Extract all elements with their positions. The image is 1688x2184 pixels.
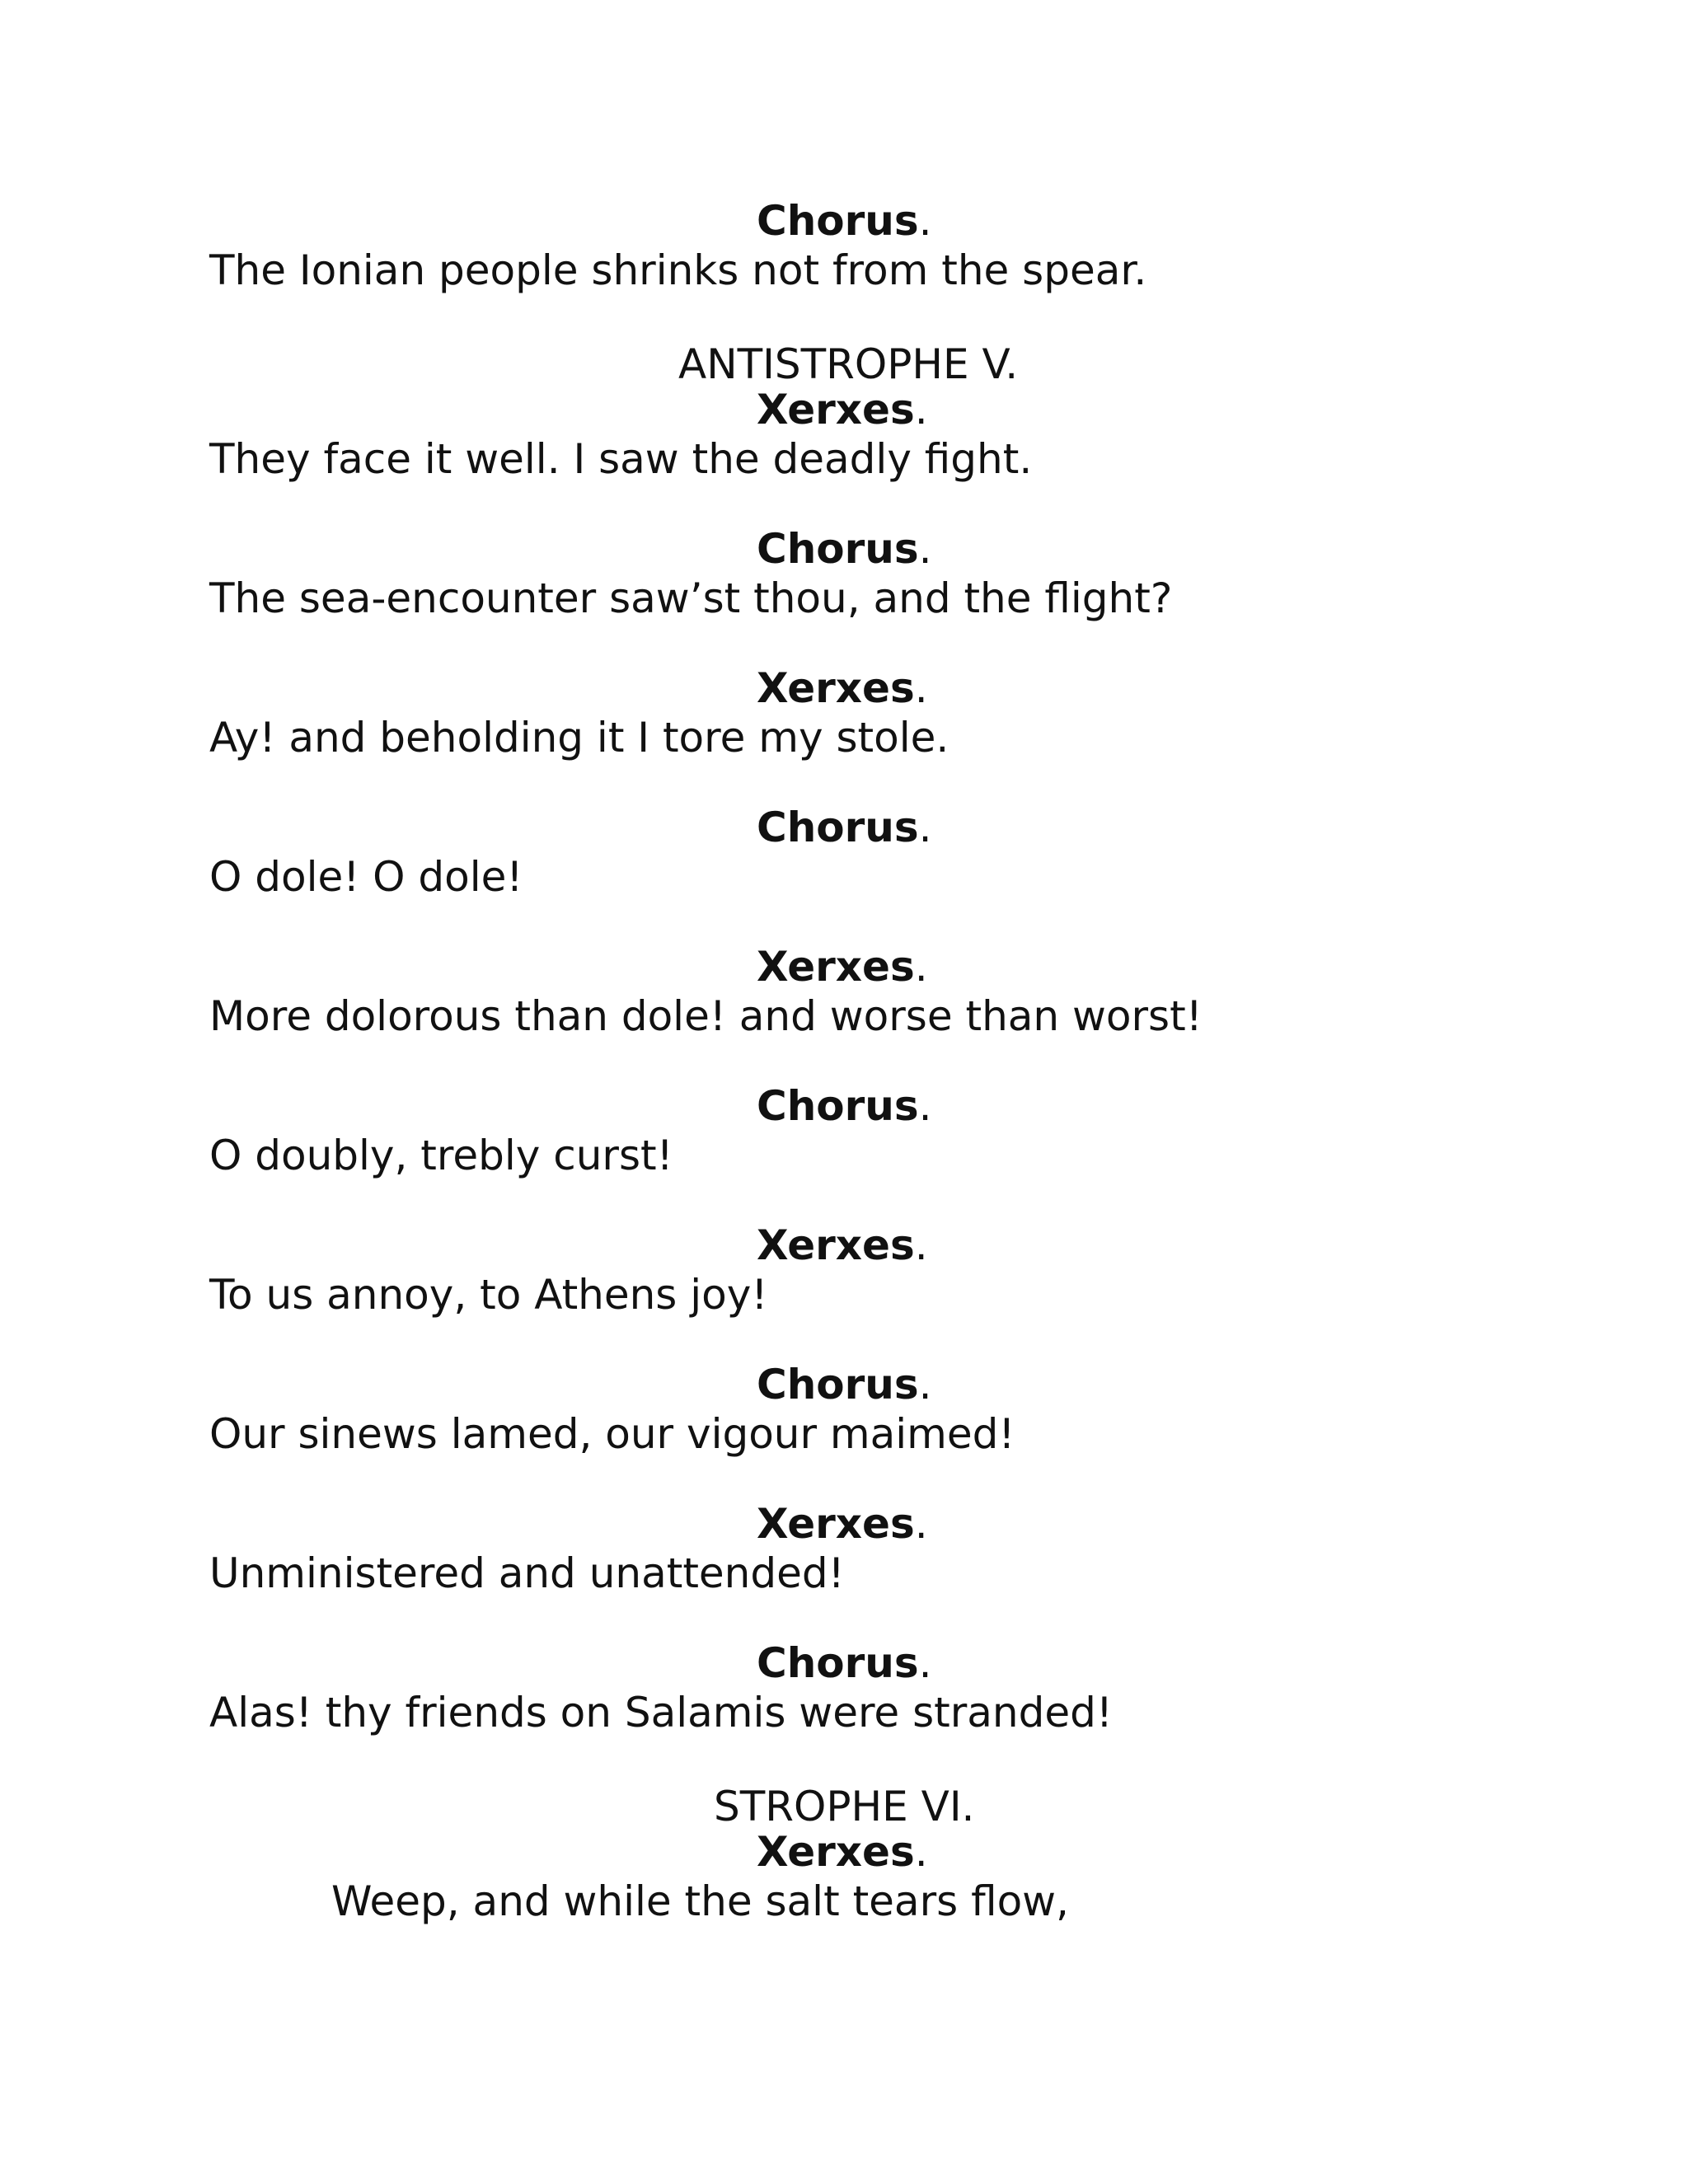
section-heading: ANTISTROPHE V. — [678, 340, 1019, 388]
speaker-label: Chorus. — [757, 1639, 932, 1687]
speaker-label: Chorus. — [757, 525, 932, 573]
speech-line: More dolorous than dole! and worse than worst! — [209, 992, 1203, 1040]
speaker-label: Chorus. — [757, 1361, 932, 1408]
speech-line: O doubly, trebly curst! — [209, 1132, 673, 1179]
speaker-label: Xerxes. — [757, 1221, 928, 1269]
speech-line: O dole! O dole! — [209, 853, 523, 901]
speech-line: The sea-encounter saw’st thou, and the flight? — [209, 574, 1173, 622]
speech-line: Our sinews lamed, our vigour maimed! — [209, 1410, 1015, 1458]
speech-line: The Ionian people shrinks not from the spear. — [209, 246, 1147, 294]
speaker-label: Chorus. — [757, 197, 932, 245]
section-heading: STROPHE VI. — [714, 1783, 975, 1830]
speaker-label: Xerxes. — [757, 943, 928, 991]
speaker-label: Xerxes. — [757, 1500, 928, 1548]
speech-line: Ay! and beholding it I tore my stole. — [209, 714, 950, 762]
speaker-label: Xerxes. — [757, 1828, 928, 1876]
speech-line: To us annoy, to Athens joy! — [209, 1271, 768, 1319]
speaker-label: Chorus. — [757, 1082, 932, 1130]
speech-line: Alas! thy friends on Salamis were stranded! — [209, 1689, 1113, 1736]
speaker-label: Xerxes. — [757, 664, 928, 712]
speaker-label: Xerxes. — [757, 386, 928, 434]
speech-line: Unministered and unattended! — [209, 1549, 845, 1597]
speech-line: Weep, and while the salt tears flow, — [331, 1877, 1069, 1925]
speech-line: They face it well. I saw the deadly fight. — [209, 435, 1033, 483]
speaker-label: Chorus. — [757, 804, 932, 851]
